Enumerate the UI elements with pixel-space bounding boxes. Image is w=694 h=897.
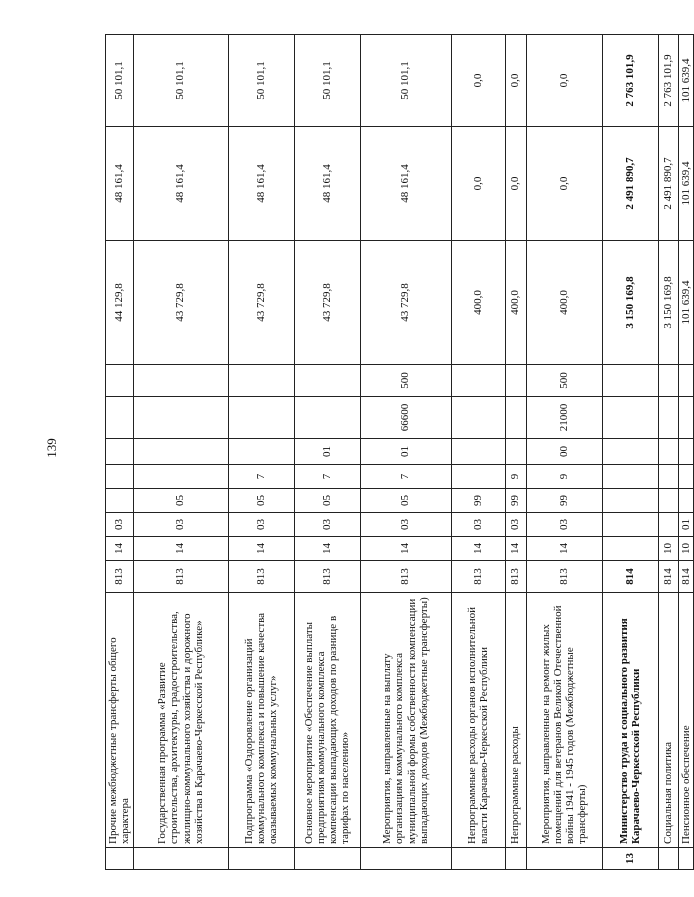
program-code: 99 [526,489,602,513]
expense-type-code [678,365,693,397]
subprogram-code [133,465,228,489]
ministry-code: 813 [360,561,451,593]
amount-year1: 43 729,8 [360,241,451,365]
row-number [228,848,294,870]
subsection-code: 03 [505,513,526,537]
ministry-code: 813 [133,561,228,593]
budget-table [105,34,694,870]
amount-year1: 43 729,8 [133,241,228,365]
amount-year2: 48 161,4 [228,127,294,241]
program-code [602,489,658,513]
table-row [451,35,505,870]
program-code: 99 [451,489,505,513]
amount-year3: 2 763 101,9 [658,35,678,127]
expense-type-code: 500 [526,365,602,397]
subsection-code: 03 [294,513,360,537]
amount-year2: 2 491 890,7 [658,127,678,241]
amount-year3: 50 101,1 [106,35,134,127]
subsection-code: 03 [360,513,451,537]
program-code: 99 [505,489,526,513]
table-row [133,35,228,870]
section-code: 14 [106,537,134,561]
amount-year2: 0,0 [526,127,602,241]
row-name: Основное мероприятие «Обеспечение выплаты предприятиям коммунального комплекса компенсации выпадающих доходов по разнице в тарифах по населению» [294,593,360,848]
basic-event-code [228,439,294,465]
section-code: 14 [294,537,360,561]
section-code: 14 [360,537,451,561]
basic-event-code [658,439,678,465]
amount-year2: 0,0 [451,127,505,241]
expense-type-code [106,365,134,397]
basic-event-code [505,439,526,465]
section-code: 14 [505,537,526,561]
table-row [106,35,134,870]
table-row [678,35,693,870]
table-row [602,35,658,870]
table-row [658,35,678,870]
amount-year1: 44 129,8 [106,241,134,365]
row-number [360,848,451,870]
direction-code [294,397,360,439]
row-number [678,848,693,870]
direction-code [228,397,294,439]
amount-year3: 50 101,1 [133,35,228,127]
amount-year1: 3 150 169,8 [602,241,658,365]
amount-year3: 50 101,1 [360,35,451,127]
subprogram-code: 7 [228,465,294,489]
subsection-code: 03 [526,513,602,537]
amount-year3: 101 639,4 [678,35,693,127]
subprogram-code: 9 [526,465,602,489]
amount-year3: 0,0 [451,35,505,127]
amount-year2: 48 161,4 [106,127,134,241]
basic-event-code [451,439,505,465]
subprogram-code: 9 [505,465,526,489]
row-number [294,848,360,870]
row-name: Мероприятия, направленные на выплату организациям коммунального комплекса муниципальной формы собственности компенсации выпадающих доходов (Межбюджетные трансферты) [360,593,451,848]
expense-type-code [602,365,658,397]
table-row [526,35,602,870]
program-code: 05 [360,489,451,513]
basic-event-code: 01 [294,439,360,465]
subprogram-code: 7 [360,465,451,489]
table-row [360,35,451,870]
direction-code [658,397,678,439]
subsection-code: 03 [228,513,294,537]
amount-year3: 50 101,1 [228,35,294,127]
basic-event-code: 01 [360,439,451,465]
amount-year3: 2 763 101,9 [602,35,658,127]
program-code [678,489,693,513]
program-code [106,489,134,513]
expense-type-code: 500 [360,365,451,397]
basic-event-code [106,439,134,465]
direction-code [451,397,505,439]
ministry-code: 813 [228,561,294,593]
amount-year3: 0,0 [505,35,526,127]
amount-year1: 43 729,8 [294,241,360,365]
row-name: Непрограммные расходы органов исполнительной власти Карачаево-Черкесской Республики [451,593,505,848]
table-body [106,35,694,870]
section-code: 14 [451,537,505,561]
row-name: Пенсионное обеспечение [678,593,693,848]
direction-code [505,397,526,439]
direction-code: 66600 [360,397,451,439]
row-name: Прочие межбюджетные трансферты общего характера [106,593,134,848]
row-number [658,848,678,870]
amount-year1: 101 639,4 [678,241,693,365]
amount-year1: 400,0 [451,241,505,365]
row-name: Мероприятия, направленные на ремонт жилых помещений для ветеранов Великой Отечественной войны 1941 - 1945 годов (Межбюджетные трансферты) [526,593,602,848]
direction-code [106,397,134,439]
section-code [602,537,658,561]
row-number [526,848,602,870]
program-code [658,489,678,513]
amount-year1: 400,0 [526,241,602,365]
subprogram-code: 7 [294,465,360,489]
ministry-code: 814 [678,561,693,593]
subsection-code [602,513,658,537]
subsection-code: 03 [451,513,505,537]
ministry-code: 813 [451,561,505,593]
amount-year2: 0,0 [505,127,526,241]
subprogram-code [658,465,678,489]
section-code: 14 [133,537,228,561]
amount-year3: 0,0 [526,35,602,127]
section-code: 10 [658,537,678,561]
section-code: 10 [678,537,693,561]
direction-code [678,397,693,439]
ministry-code: 814 [602,561,658,593]
amount-year2: 2 491 890,7 [602,127,658,241]
table-row [294,35,360,870]
direction-code: 21000 [526,397,602,439]
subsection-code: 03 [133,513,228,537]
row-name: Министерство труда и социального развития Карачаево-Черкесской Республики [602,593,658,848]
ministry-code: 813 [106,561,134,593]
expense-type-code [658,365,678,397]
program-code: 05 [228,489,294,513]
basic-event-code [602,439,658,465]
page-number: 139 [44,438,59,458]
amount-year1: 43 729,8 [228,241,294,365]
subsection-code [658,513,678,537]
ministry-code: 813 [526,561,602,593]
section-code: 14 [228,537,294,561]
row-number [133,848,228,870]
row-number [451,848,505,870]
subsection-code: 03 [106,513,134,537]
expense-type-code [294,365,360,397]
row-number [106,848,134,870]
row-name: Подпрограмма «Оздоровление организаций коммунального комплекса и повышение качества оказываемых коммунальных услуг» [228,593,294,848]
table-row [505,35,526,870]
basic-event-code [678,439,693,465]
program-code: 05 [294,489,360,513]
ministry-code: 813 [294,561,360,593]
ministry-code: 813 [505,561,526,593]
amount-year1: 3 150 169,8 [658,241,678,365]
ministry-code: 814 [658,561,678,593]
row-number: 13 [602,848,658,870]
subprogram-code [106,465,134,489]
subprogram-code [602,465,658,489]
subprogram-code [678,465,693,489]
basic-event-code [133,439,228,465]
direction-code [602,397,658,439]
amount-year3: 50 101,1 [294,35,360,127]
amount-year1: 400,0 [505,241,526,365]
table-row [228,35,294,870]
subsection-code: 01 [678,513,693,537]
section-code: 14 [526,537,602,561]
row-number [505,848,526,870]
amount-year2: 48 161,4 [360,127,451,241]
row-name: Социальная политика [658,593,678,848]
row-name: Непрограммные расходы [505,593,526,848]
expense-type-code [228,365,294,397]
amount-year2: 48 161,4 [133,127,228,241]
expense-type-code [451,365,505,397]
subprogram-code [451,465,505,489]
expense-type-code [133,365,228,397]
row-name: Государственная программа «Развитие строительства, архитектуры, градостроительства, жилищно-коммунального хозяйства и дорожного хозяйства в Карачаево-Черкесской Республике» [133,593,228,848]
expense-type-code [505,365,526,397]
program-code: 05 [133,489,228,513]
direction-code [133,397,228,439]
amount-year2: 101 639,4 [678,127,693,241]
basic-event-code: 00 [526,439,602,465]
amount-year2: 48 161,4 [294,127,360,241]
